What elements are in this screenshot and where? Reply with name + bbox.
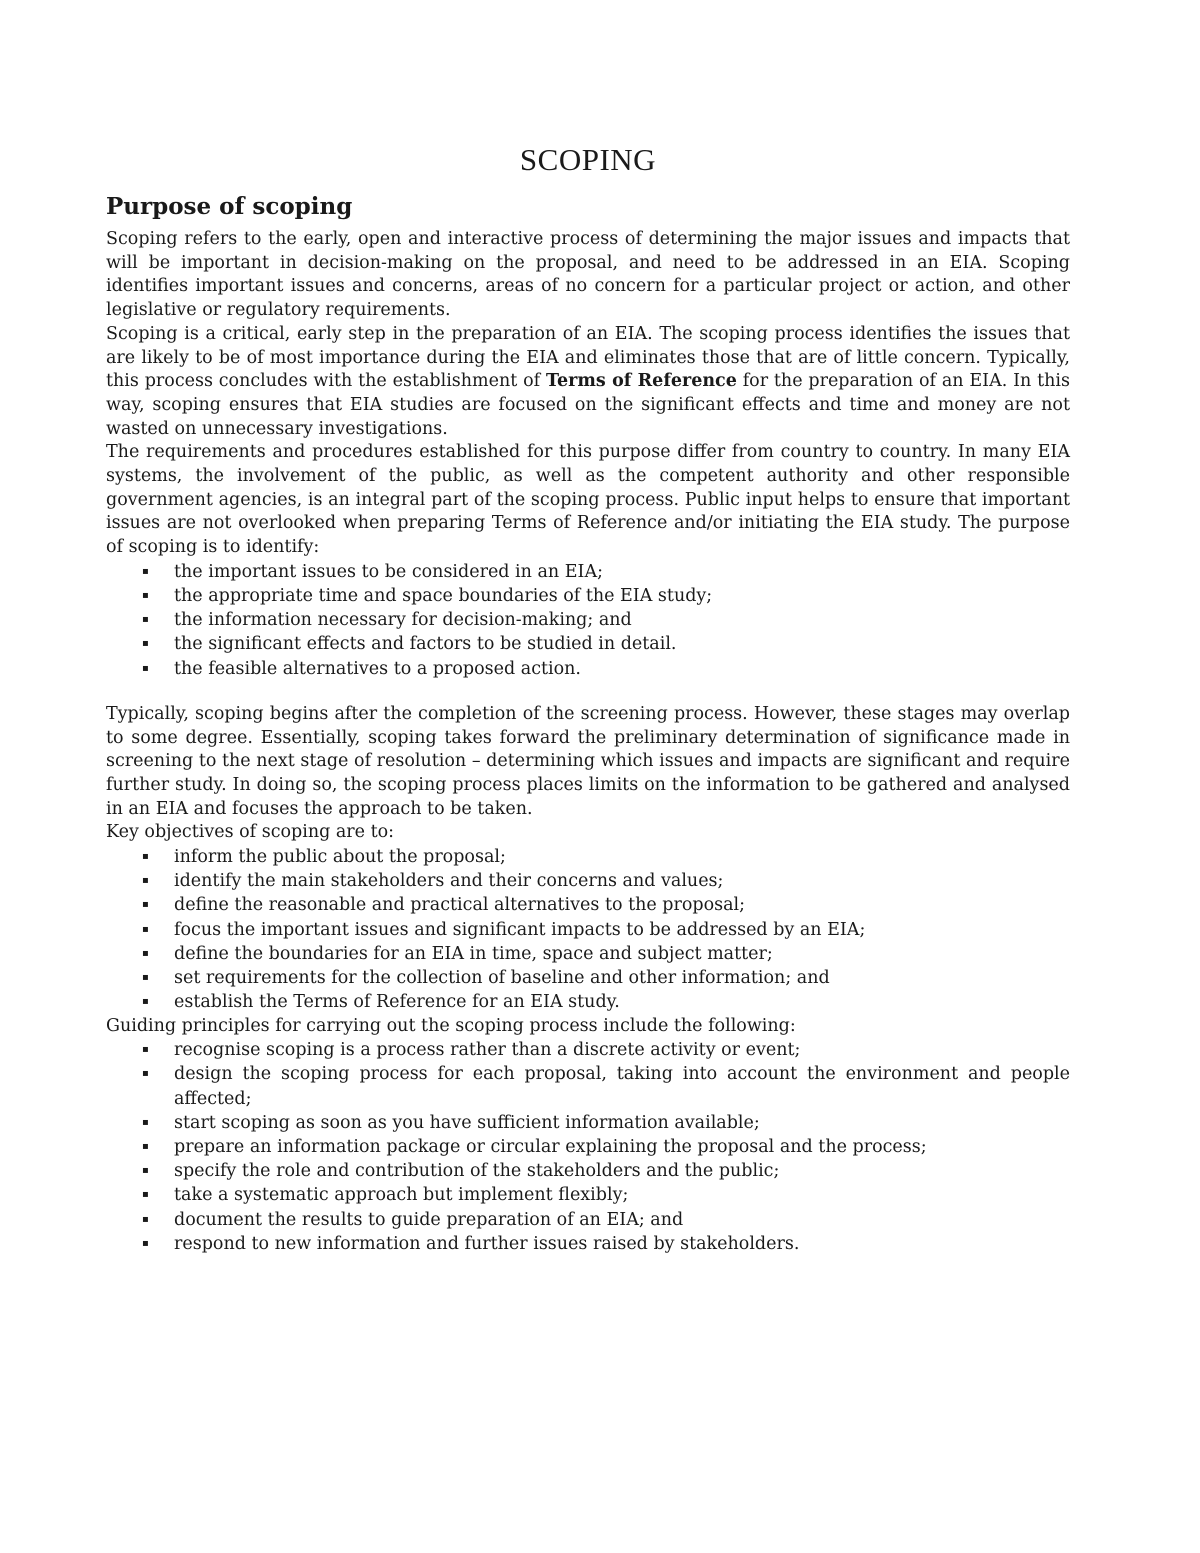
list-item: ▪ design the scoping process for each proposal, taking into account the environment and people affected; [106,1062,1070,1110]
list-item: ▪ take a systematic approach but implement flexibly; [106,1183,1070,1207]
list-item: ▪ establish the Terms of Reference for an EIA study. [106,990,1070,1014]
purpose-list [106,560,1070,681]
objectives-intro: Key objectives of scoping are to: [106,822,395,843]
list-item: ▪ the information necessary for decision-making; and [106,608,1070,632]
list-item: ▪ identify the main stakeholders and their concerns and values; [106,869,1070,893]
list-item: ▪ define the reasonable and practical alternatives to the proposal; [106,893,1070,917]
objectives-list [106,845,1070,1014]
paragraph-requirements: The requirements and procedures established for this purpose differ from country to country. In many EIA systems, the involvement of the public, as well as the competent authority and other responsible government agencies, is an integral part of the scoping process. Public input helps to ensure that important issues are not overlooked when preparing Terms of Reference and/or initiating the EIA study. The purpose of scoping is to identify: [106,442,1070,558]
section-heading: Purpose of scoping [106,193,353,220]
list-item: ▪ the important issues to be considered in an EIA; [106,560,1070,584]
list-item: ▪ define the boundaries for an EIA in time, space and subject matter; [106,942,1070,966]
list-item: ▪ specify the role and contribution of the stakeholders and the public; [106,1159,1070,1183]
document-title: SCOPING [519,142,657,177]
list-item: ▪ recognise scoping is a process rather than a discrete activity or event; [106,1038,1070,1062]
list-item: ▪ the significant effects and factors to be studied in detail. [106,632,1070,656]
list-item: ▪ the appropriate time and space boundaries of the EIA study; [106,584,1070,608]
list-item: ▪ respond to new information and further issues raised by stakeholders. [106,1232,1070,1256]
list-item: ▪ start scoping as soon as you have sufficient information available; [106,1111,1070,1135]
terms-of-reference-bold: Terms of Reference [545,371,737,392]
paragraph-critical-step [106,323,1070,442]
paragraph-gap [106,681,1070,703]
list-item: ▪ the feasible alternatives to a proposed action. [106,657,1070,681]
principles-list [106,1038,1070,1256]
list-item: ▪ focus the important issues and significant impacts to be addressed by an EIA; [106,918,1070,942]
document-page [106,140,1070,1256]
paragraph-screening: Typically, scoping begins after the completion of the screening process. However, these stages may overlap to some degree. Essentially, scoping takes forward the preliminary determination of significance made in screening to the next stage of resolution – determining which issues and impacts are significant and require further study. In doing so, the scoping process places limits on the information to be gathered and analysed in an EIA and focuses the approach to be taken. [106,703,1070,819]
list-item: ▪ inform the public about the proposal; [106,845,1070,869]
paragraph-definition: Scoping refers to the early, open and interactive process of determining the major issues and impacts that will be important in decision-making on the proposal, and need to be addressed in an EIA. Scoping identifies important issues and concerns, areas of no concern for a particular project or action, and other legislative or regulatory requirements. [106,229,1070,321]
paragraph-critical-step-text: Scoping is a critical, early step in the preparation of an EIA. The scoping process identifies the issues that are likely to be of most importance during the EIA and eliminates those that are of little concern. Typically, this process concludes with the establishment of [106,323,1070,392]
list-item: ▪ set requirements for the collection of baseline and other information; and [106,966,1070,990]
principles-intro: Guiding principles for carrying out the scoping process include the following: [106,1015,796,1036]
list-item: ▪ prepare an information package or circular explaining the proposal and the process; [106,1135,1070,1159]
paragraph-critical-step-text-end: for the preparation of an EIA. In this way, scoping ensures that EIA studies are focused on the significant effects and time and money are not wasted on unnecessary investigations. [106,371,1070,439]
list-item: ▪ document the results to guide preparation of an EIA; and [106,1208,1070,1232]
